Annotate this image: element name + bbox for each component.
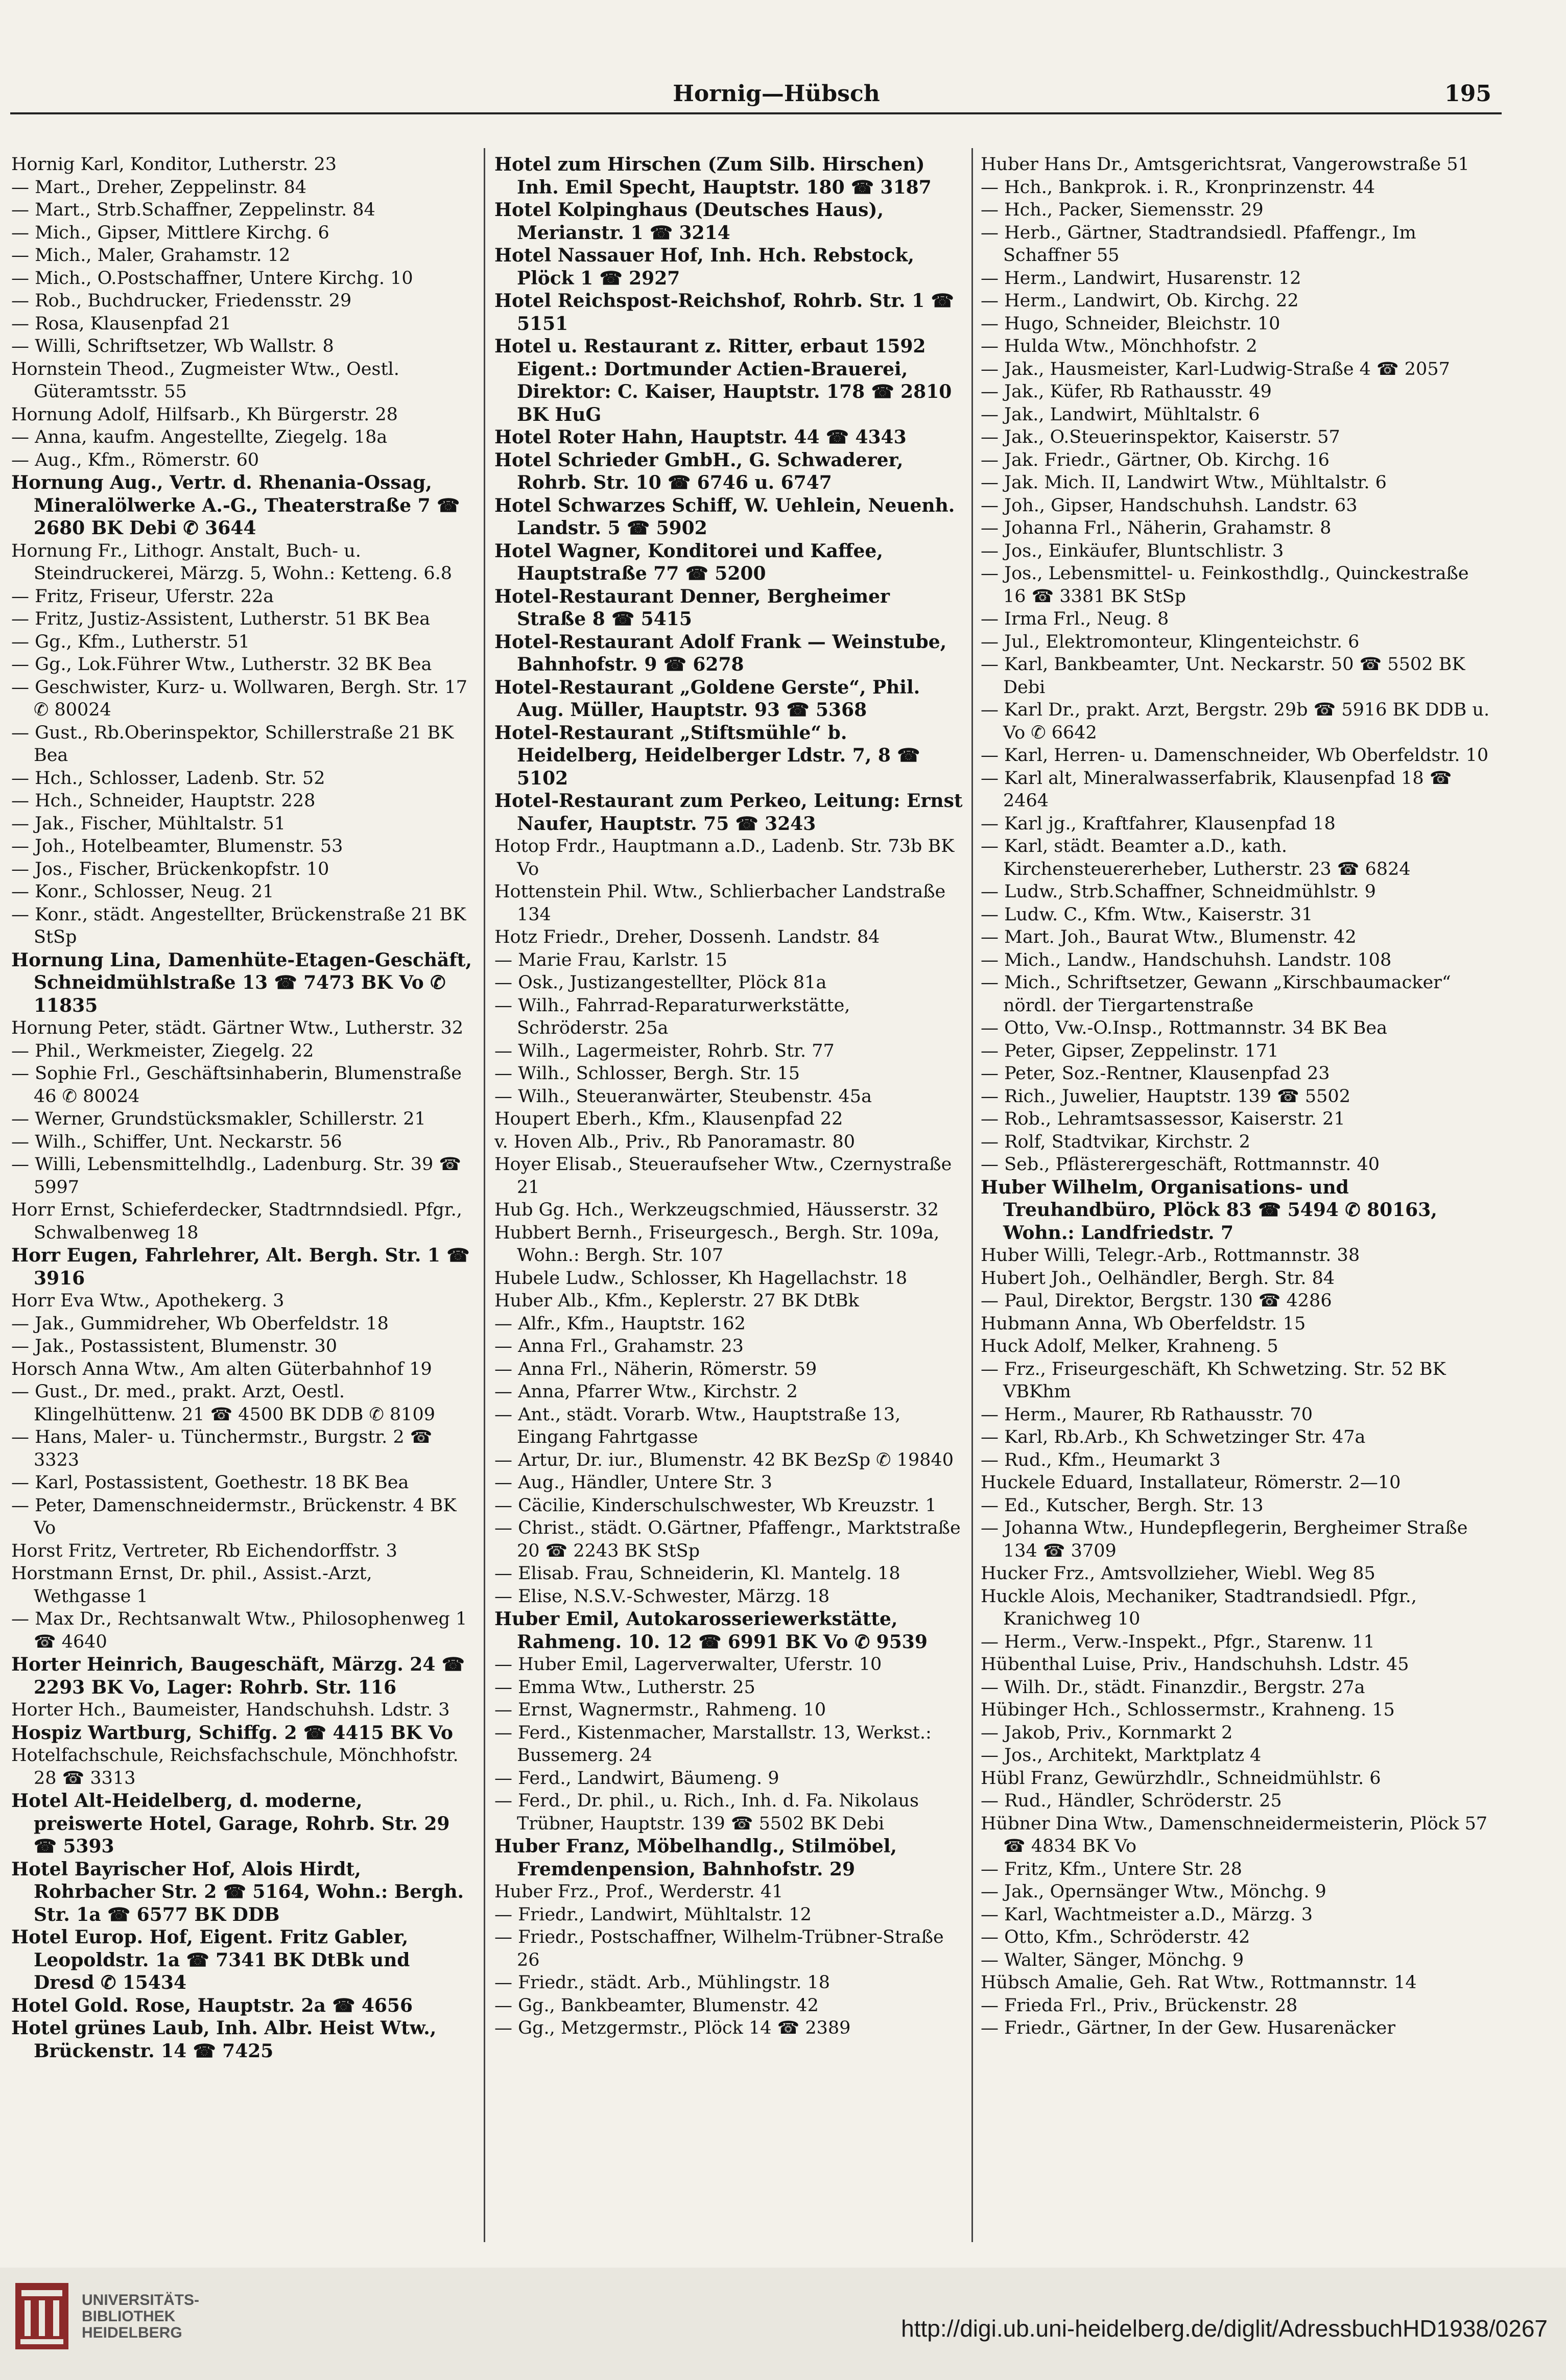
directory-entry: Hübsch Amalie, Geh. Rat Wtw., Rottmannstr. 14 bbox=[981, 1972, 1417, 1993]
directory-entry: — Ludw. C., Kfm. Wtw., Kaiserstr. 31 bbox=[981, 904, 1313, 925]
directory-entry: — Jos., Architekt, Marktplatz 4 bbox=[981, 1745, 1262, 1766]
directory-entry: — Friedr., Landwirt, Mühltalstr. 12 bbox=[494, 1904, 812, 1925]
directory-entry: — Friedr., Gärtner, In der Gew. Husarenäcker bbox=[981, 2018, 1395, 2038]
directory-entry: — Karl alt, Mineralwasserfabrik, Klausenpfad 18 ☎ 2464 bbox=[981, 768, 1452, 811]
directory-entry: Hotop Frdr., Hauptmann a.D., Ladenb. Str. 73b BK Vo bbox=[494, 836, 955, 879]
library-name-line: UNIVERSITÄTS- bbox=[82, 2292, 200, 2308]
directory-entry: — Karl, Wachtmeister a.D., Märzg. 3 bbox=[981, 1904, 1313, 1925]
directory-entry: Hornung Peter, städt. Gärtner Wtw., Lutherstr. 32 bbox=[11, 1018, 464, 1038]
directory-entry: — Friedr., städt. Arb., Mühlingstr. 18 bbox=[494, 1972, 831, 1993]
directory-entry: — Walter, Sänger, Mönchg. 9 bbox=[981, 1949, 1244, 1970]
directory-entry: — Jul., Elektromonteur, Klingenteichstr. 6 bbox=[981, 631, 1360, 652]
directory-entry: — Jos., Einkäufer, Bluntschlistr. 3 bbox=[981, 540, 1284, 561]
directory-entry: Hotel-Restaurant Denner, Bergheimer Straße 8 ☎ 5415 bbox=[494, 585, 890, 630]
directory-entry: — Joh., Hotelbeamter, Blumenstr. 53 bbox=[11, 836, 343, 856]
directory-entry: — Irma Frl., Neug. 8 bbox=[981, 609, 1169, 629]
directory-entry: — Otto, Vw.-O.Insp., Rottmannstr. 34 BK Bea bbox=[981, 1018, 1387, 1038]
column-3 bbox=[981, 153, 1497, 2242]
directory-entry: — Phil., Werkmeister, Ziegelg. 22 bbox=[11, 1040, 314, 1061]
directory-entry: Huber Willi, Telegr.-Arb., Rottmannstr. 38 bbox=[981, 1245, 1360, 1266]
directory-entry: — Marie Frau, Karlstr. 15 bbox=[494, 949, 727, 970]
directory-entry: — Mich., Landw., Handschuhsh. Landstr. 108 bbox=[981, 949, 1392, 970]
directory-entry: — Ferd., Dr. phil., u. Rich., Inh. d. Fa. Nikolaus Trübner, Hauptstr. 139 ☎ 5502 BK Debi bbox=[494, 1791, 919, 1834]
directory-entry: Hospiz Wartburg, Schiffg. 2 ☎ 4415 BK Vo bbox=[11, 1722, 454, 1744]
directory-entry: Huber Emil, Autokarosseriewerkstätte, Rahmeng. 10. 12 ☎ 6991 BK Vo ✆ 9539 bbox=[494, 1608, 928, 1653]
directory-entry: — Ferd., Landwirt, Bäumeng. 9 bbox=[494, 1768, 779, 1789]
directory-entry: Huber Wilhelm, Organisations- und Treuhandbüro, Plöck 83 ☎ 5494 ✆ 80163, Wohn.: Landfriedstr. 7 bbox=[981, 1176, 1437, 1244]
directory-entry: Horstmann Ernst, Dr. phil., Assist.-Arzt, Wethgasse 1 bbox=[11, 1563, 372, 1607]
directory-entry: — Paul, Direktor, Bergstr. 130 ☎ 4286 bbox=[981, 1291, 1332, 1311]
directory-entry: — Jakob, Priv., Kornmarkt 2 bbox=[981, 1722, 1233, 1743]
directory-entry: Hub Gg. Hch., Werkzeugschmied, Häusserstr. 32 bbox=[494, 1200, 939, 1220]
directory-entry: — Mich., Gipser, Mittlere Kirchg. 6 bbox=[11, 222, 329, 243]
directory-entry: — Peter, Soz.-Rentner, Klausenpfad 23 bbox=[981, 1063, 1330, 1084]
directory-entry: Huber Alb., Kfm., Keplerstr. 27 BK DtBk bbox=[494, 1291, 859, 1311]
directory-entry: — Wilh., Schiffer, Unt. Neckarstr. 56 bbox=[11, 1131, 342, 1152]
directory-entry: — Gg., Metzgermstr., Plöck 14 ☎ 2389 bbox=[494, 2018, 851, 2038]
directory-entry: — Mich., Maler, Grahamstr. 12 bbox=[11, 245, 291, 266]
directory-entry: Hotz Friedr., Dreher, Dossenh. Landstr. 84 bbox=[494, 927, 880, 947]
directory-entry: — Elise, N.S.V.-Schwester, Märzg. 18 bbox=[494, 1586, 830, 1607]
directory-entry: Hotel Alt-Heidelberg, d. moderne, preiswerte Hotel, Garage, Rohrb. Str. 29 ☎ 5393 bbox=[11, 1790, 450, 1857]
directory-entry: — Gg., Bankbeamter, Blumenstr. 42 bbox=[494, 1995, 819, 2016]
directory-entry: Hubele Ludw., Schlosser, Kh Hagellachstr. 18 bbox=[494, 1268, 908, 1289]
directory-entry: — Wilh., Schlosser, Bergh. Str. 15 bbox=[494, 1063, 800, 1084]
directory-entry: — Alfr., Kfm., Hauptstr. 162 bbox=[494, 1313, 746, 1334]
footer-bar bbox=[0, 2268, 1566, 2380]
directory-entry: — Hch., Schneider, Hauptstr. 228 bbox=[11, 791, 316, 811]
directory-entry: — Jak., Gummidreher, Wb Oberfeldstr. 18 bbox=[11, 1313, 389, 1334]
directory-entry: Hotel-Restaurant Adolf Frank — Weinstube, Bahnhofstr. 9 ☎ 6278 bbox=[494, 631, 947, 675]
directory-entry: Hornung Lina, Damenhüte-Etagen-Geschäft, Schneidmühlstraße 13 ☎ 7473 BK Vo ✆ 11835 bbox=[11, 949, 472, 1016]
directory-entry: — Ernst, Wagnermstr., Rahmeng. 10 bbox=[494, 1700, 826, 1720]
directory-entry: — Hans, Maler- u. Tünchermstr., Burgstr. 2 ☎ 3323 bbox=[11, 1427, 433, 1470]
directory-entry: Houpert Eberh., Kfm., Klausenpfad 22 bbox=[494, 1109, 843, 1129]
column-divider bbox=[971, 148, 973, 2242]
directory-entry: — Wilh., Steueranwärter, Steubenstr. 45a bbox=[494, 1086, 872, 1107]
directory-entry: — Jak., Postassistent, Blumenstr. 30 bbox=[11, 1336, 338, 1356]
directory-entry: — Otto, Kfm., Schröderstr. 42 bbox=[981, 1927, 1250, 1947]
directory-entry: — Jos., Fischer, Brückenkopfstr. 10 bbox=[11, 859, 329, 879]
directory-entry: — Seb., Pflästerergeschäft, Rottmannstr. 40 bbox=[981, 1154, 1380, 1175]
directory-entry: Huck Adolf, Melker, Krahneng. 5 bbox=[981, 1336, 1278, 1356]
directory-entry: Hübinger Hch., Schlossermstr., Krahneng. 15 bbox=[981, 1700, 1395, 1720]
directory-entry: — Rich., Juwelier, Hauptstr. 139 ☎ 5502 bbox=[981, 1086, 1350, 1107]
directory-entry: Hubert Joh., Oelhändler, Bergh. Str. 84 bbox=[981, 1268, 1335, 1289]
directory-entry: — Aug., Händler, Untere Str. 3 bbox=[494, 1472, 772, 1493]
directory-entry: — Karl, Postassistent, Goethestr. 18 BK Bea bbox=[11, 1472, 409, 1493]
directory-entry: Huckle Alois, Mechaniker, Stadtrandsiedl. Pfgr., Kranichweg 10 bbox=[981, 1586, 1417, 1629]
directory-entry: Hornstein Theod., Zugmeister Wtw., Oestl. Güteramtsstr. 55 bbox=[11, 359, 399, 402]
directory-entry: Hotel-Restaurant „Goldene Gerste“, Phil. Aug. Müller, Hauptstr. 93 ☎ 5368 bbox=[494, 676, 920, 721]
directory-entry: Hotel Schwarzes Schiff, W. Uehlein, Neuenh. Landstr. 5 ☎ 5902 bbox=[494, 494, 955, 539]
directory-entry: Horr Eugen, Fahrlehrer, Alt. Bergh. Str. 1 ☎ 3916 bbox=[11, 1245, 470, 1289]
column-divider bbox=[484, 148, 485, 2242]
directory-entry: — Ant., städt. Vorarb. Wtw., Hauptstraße 13, Eingang Fahrtgasse bbox=[494, 1404, 901, 1447]
directory-entry: — Hch., Bankprok. i. R., Kronprinzenstr. 44 bbox=[981, 177, 1375, 198]
directory-entry: — Konr., Schlosser, Neug. 21 bbox=[11, 882, 274, 902]
directory-entry: Hotel u. Restaurant z. Ritter, erbaut 1592 Eigent.: Dortmunder Actien-Brauerei, Direktor: C. Kaiser, Hauptstr. 178 ☎ 2810 BK HuG bbox=[494, 336, 952, 425]
directory-entry: — Rob., Buchdrucker, Friedensstr. 29 bbox=[11, 291, 352, 311]
directory-entry: — Jos., Lebensmittel- u. Feinkosthdlg., Quinckestraße 16 ☎ 3381 BK StSp bbox=[981, 563, 1469, 607]
library-name-line: HEIDELBERG bbox=[82, 2324, 182, 2341]
directory-entry: — Karl, Bankbeamter, Unt. Neckarstr. 50 ☎ 5502 BK Debi bbox=[981, 654, 1465, 698]
directory-entry: Hubmann Anna, Wb Oberfeldstr. 15 bbox=[981, 1313, 1306, 1334]
directory-entry: Huber Hans Dr., Amtsgerichtsrat, Vangerowstraße 51 bbox=[981, 154, 1469, 175]
directory-entry: — Herm., Landwirt, Ob. Kirchg. 22 bbox=[981, 291, 1299, 311]
directory-entry: — Anna, Pfarrer Wtw., Kirchstr. 2 bbox=[494, 1382, 798, 1402]
directory-entry: — Emma Wtw., Lutherstr. 25 bbox=[494, 1677, 755, 1698]
directory-entry: Hotel zum Hirschen (Zum Silb. Hirschen) Inh. Emil Specht, Hauptstr. 180 ☎ 3187 bbox=[494, 154, 932, 198]
directory-entry: — Ludw., Strb.Schaffner, Schneidmühlstr. 9 bbox=[981, 882, 1376, 902]
directory-entry: — Huber Emil, Lagerverwalter, Uferstr. 10 bbox=[494, 1654, 882, 1675]
directory-entry: — Rob., Lehramtsassessor, Kaiserstr. 21 bbox=[981, 1109, 1345, 1129]
directory-entry: Hotel Kolpinghaus (Deutsches Haus), Merianstr. 1 ☎ 3214 bbox=[494, 199, 884, 244]
directory-entry: — Karl, Herren- u. Damenschneider, Wb Oberfeldstr. 10 bbox=[981, 745, 1489, 766]
directory-entry: Hotel Europ. Hof, Eigent. Fritz Gabler, Leopoldstr. 1a ☎ 7341 BK DtBk und Dresd ✆ 15434 bbox=[11, 1926, 410, 1993]
source-url-link[interactable]: http://digi.ub.uni-heidelberg.de/diglit/AdressbuchHD1938/0267 bbox=[901, 2315, 1548, 2342]
directory-entry: Hornig Karl, Konditor, Lutherstr. 23 bbox=[11, 154, 337, 175]
directory-entry: — Mart. Joh., Baurat Wtw., Blumenstr. 42 bbox=[981, 927, 1357, 947]
directory-entry: — Aug., Kfm., Römerstr. 60 bbox=[11, 449, 259, 470]
directory-entry: Hotel Gold. Rose, Hauptstr. 2a ☎ 4656 bbox=[11, 1994, 413, 2016]
directory-entry: Hoyer Elisab., Steueraufseher Wtw., Czernystraße 21 bbox=[494, 1154, 952, 1198]
directory-entry: Hübl Franz, Gewürzhdlr., Schneidmühlstr. 6 bbox=[981, 1768, 1381, 1789]
directory-entry: — Jak., Opernsänger Wtw., Mönchg. 9 bbox=[981, 1882, 1326, 1902]
directory-entry: — Max Dr., Rechtsanwalt Wtw., Philosophenweg 1 ☎ 4640 bbox=[11, 1609, 467, 1652]
directory-entry: — Mart., Dreher, Zeppelinstr. 84 bbox=[11, 177, 307, 198]
directory-entry: Hornung Fr., Lithogr. Anstalt, Buch- u. Steindruckerei, Märzg. 5, Wohn.: Ketteng. 6.8 bbox=[11, 540, 453, 584]
directory-entry: — Rosa, Klausenpfad 21 bbox=[11, 313, 231, 334]
directory-entry: Hotel Schrieder GmbH., G. Schwaderer, Rohrb. Str. 10 ☎ 6746 u. 6747 bbox=[494, 449, 904, 493]
directory-entry: Hübenthal Luise, Priv., Handschuhsh. Ldstr. 45 bbox=[981, 1654, 1409, 1675]
directory-entry: Hornung Adolf, Hilfsarb., Kh Bürgerstr. 28 bbox=[11, 404, 398, 425]
directory-entry: — Karl jg., Kraftfahrer, Klausenpfad 18 bbox=[981, 813, 1336, 834]
directory-entry: — Willi, Schriftsetzer, Wb Wallstr. 8 bbox=[11, 336, 334, 356]
directory-entry: — Herb., Gärtner, Stadtrandsiedl. Pfaffengr., Im Schaffner 55 bbox=[981, 222, 1416, 266]
directory-entry: — Joh., Gipser, Handschuhsh. Landstr. 63 bbox=[981, 495, 1358, 516]
directory-entry: — Mich., O.Postschaffner, Untere Kirchg. 10 bbox=[11, 268, 413, 289]
directory-entry: — Anna, kaufm. Angestellte, Ziegelg. 18a bbox=[11, 427, 388, 447]
directory-entry: — Anna Frl., Näherin, Römerstr. 59 bbox=[494, 1359, 817, 1379]
page-number: 195 bbox=[1444, 81, 1491, 107]
directory-entry: — Wilh. Dr., städt. Finanzdir., Bergstr. 27a bbox=[981, 1677, 1365, 1698]
directory-entry: — Karl, städt. Beamter a.D., kath. Kirchensteuererheber, Lutherstr. 23 ☎ 6824 bbox=[981, 836, 1411, 879]
directory-entry: Hottenstein Phil. Wtw., Schlierbacher Landstraße 134 bbox=[494, 882, 946, 925]
directory-entry: Hotel Bayrischer Hof, Alois Hirdt, Rohrbacher Str. 2 ☎ 5164, Wohn.: Bergh. Str. 1a ☎ 6577 BK DDB bbox=[11, 1858, 464, 1925]
directory-entry: — Hulda Wtw., Mönchhofstr. 2 bbox=[981, 336, 1257, 356]
directory-entry: Hubbert Bernh., Friseurgesch., Bergh. Str. 109a, Wohn.: Bergh. Str. 107 bbox=[494, 1222, 940, 1266]
directory-entry: — Hch., Packer, Siemensstr. 29 bbox=[981, 200, 1264, 220]
directory-entry: — Gust., Rb.Oberinspektor, Schillerstraße 21 BK Bea bbox=[11, 722, 454, 766]
directory-entry: — Peter, Damenschneidermstr., Brückenstr. 4 BK Vo bbox=[11, 1495, 457, 1538]
directory-entry: Hotel grünes Laub, Inh. Albr. Heist Wtw., Brückenstr. 14 ☎ 7425 bbox=[11, 2017, 437, 2062]
directory-entry: — Anna Frl., Grahamstr. 23 bbox=[494, 1336, 744, 1356]
directory-entry: — Frieda Frl., Priv., Brückenstr. 28 bbox=[981, 1995, 1298, 2016]
directory-entry: Hucker Frz., Amtsvollzieher, Wiebl. Weg 85 bbox=[981, 1563, 1375, 1584]
directory-entry: — Herm., Verw.-Inspekt., Pfgr., Starenw. 11 bbox=[981, 1631, 1375, 1652]
directory-entry: — Frz., Friseurgeschäft, Kh Schwetzing. Str. 52 BK VBKhm bbox=[981, 1359, 1446, 1402]
directory-entry: — Herm., Landwirt, Husarenstr. 12 bbox=[981, 268, 1301, 289]
directory-entry: — Jak. Mich. II, Landwirt Wtw., Mühltalstr. 6 bbox=[981, 472, 1387, 493]
directory-entry: — Wilh., Lagermeister, Rohrb. Str. 77 bbox=[494, 1040, 835, 1061]
page-title: Hornig—Hübsch bbox=[673, 81, 880, 107]
directory-entry: Hübner Dina Wtw., Damenschneidermeisterin, Plöck 57 ☎ 4834 BK Vo bbox=[981, 1813, 1488, 1857]
directory-entry: v. Hoven Alb., Priv., Rb Panoramastr. 80 bbox=[494, 1131, 856, 1152]
directory-entry: Hornung Aug., Vertr. d. Rhenania-Ossag, Mineralölwerke A.-G., Theaterstraße 7 ☎ 2680 BK Debi ✆ 3644 bbox=[11, 472, 460, 539]
directory-entry: Hotel Reichspost-Reichshof, Rohrb. Str. 1 ☎ 5151 bbox=[494, 290, 954, 335]
directory-entry: — Mich., Schriftsetzer, Gewann „Kirschbaumacker“ nördl. der Tiergartenstraße bbox=[981, 972, 1451, 1016]
directory-entry: — Rolf, Stadtvikar, Kirchstr. 2 bbox=[981, 1131, 1250, 1152]
directory-entry: — Fritz, Friseur, Uferstr. 22a bbox=[11, 586, 274, 607]
directory-entry: Horst Fritz, Vertreter, Rb Eichendorffstr. 3 bbox=[11, 1540, 397, 1561]
directory-entry: Horter Heinrich, Baugeschäft, Märzg. 24 ☎ 2293 BK Vo, Lager: Rohrb. Str. 116 bbox=[11, 1654, 465, 1698]
directory-entry: — Mart., Strb.Schaffner, Zeppelinstr. 84 bbox=[11, 200, 375, 220]
directory-entry: — Geschwister, Kurz- u. Wollwaren, Bergh. Str. 17 ✆ 80024 bbox=[11, 677, 467, 720]
directory-entry: — Christ., städt. O.Gärtner, Pfaffengr., Marktstraße 20 ☎ 2243 BK StSp bbox=[494, 1518, 961, 1561]
header-rule bbox=[10, 112, 1502, 114]
directory-entry: Hotel Roter Hahn, Hauptstr. 44 ☎ 4343 bbox=[494, 426, 907, 448]
directory-entry: Hotel-Restaurant zum Perkeo, Leitung: Ernst Naufer, Hauptstr. 75 ☎ 3243 bbox=[494, 790, 963, 835]
library-name-line: BIBLIOTHEK bbox=[82, 2308, 176, 2325]
directory-entry: — Ed., Kutscher, Bergh. Str. 13 bbox=[981, 1495, 1264, 1516]
directory-entry: Horter Hch., Baumeister, Handschuhsh. Ldstr. 3 bbox=[11, 1700, 450, 1720]
directory-entry: Horsch Anna Wtw., Am alten Güterbahnhof 19 bbox=[11, 1359, 432, 1379]
directory-entry: — Johanna Frl., Näherin, Grahamstr. 8 bbox=[981, 518, 1332, 538]
directory-entry: Horr Ernst, Schieferdecker, Stadtrnndsiedl. Pfgr., Schwalbenweg 18 bbox=[11, 1200, 462, 1243]
directory-entry: Hotelfachschule, Reichsfachschule, Mönchhofstr. 28 ☎ 3313 bbox=[11, 1745, 459, 1789]
directory-entry: — Gust., Dr. med., prakt. Arzt, Oestl. Klingelhüttenw. 21 ☎ 4500 BK DDB ✆ 8109 bbox=[11, 1382, 435, 1425]
directory-entry: Hotel Wagner, Konditorei und Kaffee, Hauptstraße 77 ☎ 5200 bbox=[494, 540, 883, 584]
column-2 bbox=[494, 153, 964, 2242]
directory-entry: — Gg., Kfm., Lutherstr. 51 bbox=[11, 631, 250, 652]
directory-entry: — Johanna Wtw., Hundepflegerin, Bergheimer Straße 134 ☎ 3709 bbox=[981, 1518, 1468, 1561]
directory-entry: — Fritz, Kfm., Untere Str. 28 bbox=[981, 1859, 1242, 1879]
directory-entry: — Karl Dr., prakt. Arzt, Bergstr. 29b ☎ 5916 BK DDB u. Vo ✆ 6642 bbox=[981, 700, 1490, 743]
directory-entry: — Ferd., Kistenmacher, Marstallstr. 13, Werkst.: Bussemerg. 24 bbox=[494, 1722, 932, 1766]
directory-entry: Huber Frz., Prof., Werderstr. 41 bbox=[494, 1882, 784, 1902]
directory-entry: — Jak., Landwirt, Mühltalstr. 6 bbox=[981, 404, 1260, 425]
directory-entry: — Jak., Fischer, Mühltalstr. 51 bbox=[11, 813, 286, 834]
directory-entry: — Jak., Küfer, Rb Rathausstr. 49 bbox=[981, 382, 1272, 402]
university-logo-icon bbox=[15, 2283, 68, 2349]
directory-entry: — Willi, Lebensmittelhdlg., Ladenburg. Str. 39 ☎ 5997 bbox=[11, 1154, 461, 1198]
directory-entry: — Karl, Rb.Arb., Kh Schwetzinger Str. 47a bbox=[981, 1427, 1366, 1447]
directory-entry: — Rud., Händler, Schröderstr. 25 bbox=[981, 1791, 1282, 1811]
directory-entry: — Sophie Frl., Geschäftsinhaberin, Blumenstraße 46 ✆ 80024 bbox=[11, 1063, 462, 1107]
directory-entry: — Osk., Justizangestellter, Plöck 81a bbox=[494, 972, 827, 993]
directory-entry: Huber Franz, Möbelhandlg., Stilmöbel, Fremdenpension, Bahnhofstr. 29 bbox=[494, 1836, 897, 1880]
directory-entry: — Rud., Kfm., Heumarkt 3 bbox=[981, 1449, 1221, 1470]
directory-entry: — Jak. Friedr., Gärtner, Ob. Kirchg. 16 bbox=[981, 449, 1330, 470]
directory-entry: — Hugo, Schneider, Bleichstr. 10 bbox=[981, 313, 1280, 334]
directory-entry: — Peter, Gipser, Zeppelinstr. 171 bbox=[981, 1040, 1279, 1061]
directory-entry: — Jak., Hausmeister, Karl-Ludwig-Straße 4 ☎ 2057 bbox=[981, 359, 1450, 379]
column-1 bbox=[11, 153, 475, 2242]
directory-entry: — Elisab. Frau, Schneiderin, Kl. Mantelg. 18 bbox=[494, 1563, 900, 1584]
directory-entry: Hotel Nassauer Hof, Inh. Hch. Rebstock, Plöck 1 ☎ 2927 bbox=[494, 245, 914, 289]
directory-entry: — Fritz, Justiz-Assistent, Lutherstr. 51 BK Bea bbox=[11, 609, 431, 629]
directory-entry: — Gg., Lok.Führer Wtw., Lutherstr. 32 BK Bea bbox=[11, 654, 432, 675]
directory-entry: — Wilh., Fahrrad-Reparaturwerkstätte, Schröderstr. 25a bbox=[494, 995, 850, 1038]
directory-entry: — Werner, Grundstücksmakler, Schillerstr. 21 bbox=[11, 1109, 426, 1129]
directory-entry: — Cäcilie, Kinderschulschwester, Wb Kreuzstr. 1 bbox=[494, 1495, 937, 1516]
directory-entry: — Jak., O.Steuerinspektor, Kaiserstr. 57 bbox=[981, 427, 1340, 447]
directory-entry: — Friedr., Postschaffner, Wilhelm-Trübner-Straße 26 bbox=[494, 1927, 944, 1970]
directory-entry: — Konr., städt. Angestellter, Brückenstraße 21 BK StSp bbox=[11, 904, 466, 947]
directory-entry: — Artur, Dr. iur., Blumenstr. 42 BK BezSp ✆ 19840 bbox=[494, 1449, 954, 1470]
directory-entry: Huckele Eduard, Installateur, Römerstr. 2—10 bbox=[981, 1472, 1401, 1493]
library-name bbox=[82, 2292, 199, 2341]
directory-entry: — Herm., Maurer, Rb Rathausstr. 70 bbox=[981, 1404, 1313, 1425]
directory-entry: Hotel-Restaurant „Stiftsmühle“ b. Heidelberg, Heidelberger Ldstr. 7, 8 ☎ 5102 bbox=[494, 722, 920, 789]
directory-entry: — Hch., Schlosser, Ladenb. Str. 52 bbox=[11, 768, 325, 789]
directory-entry: Horr Eva Wtw., Apothekerg. 3 bbox=[11, 1291, 284, 1311]
